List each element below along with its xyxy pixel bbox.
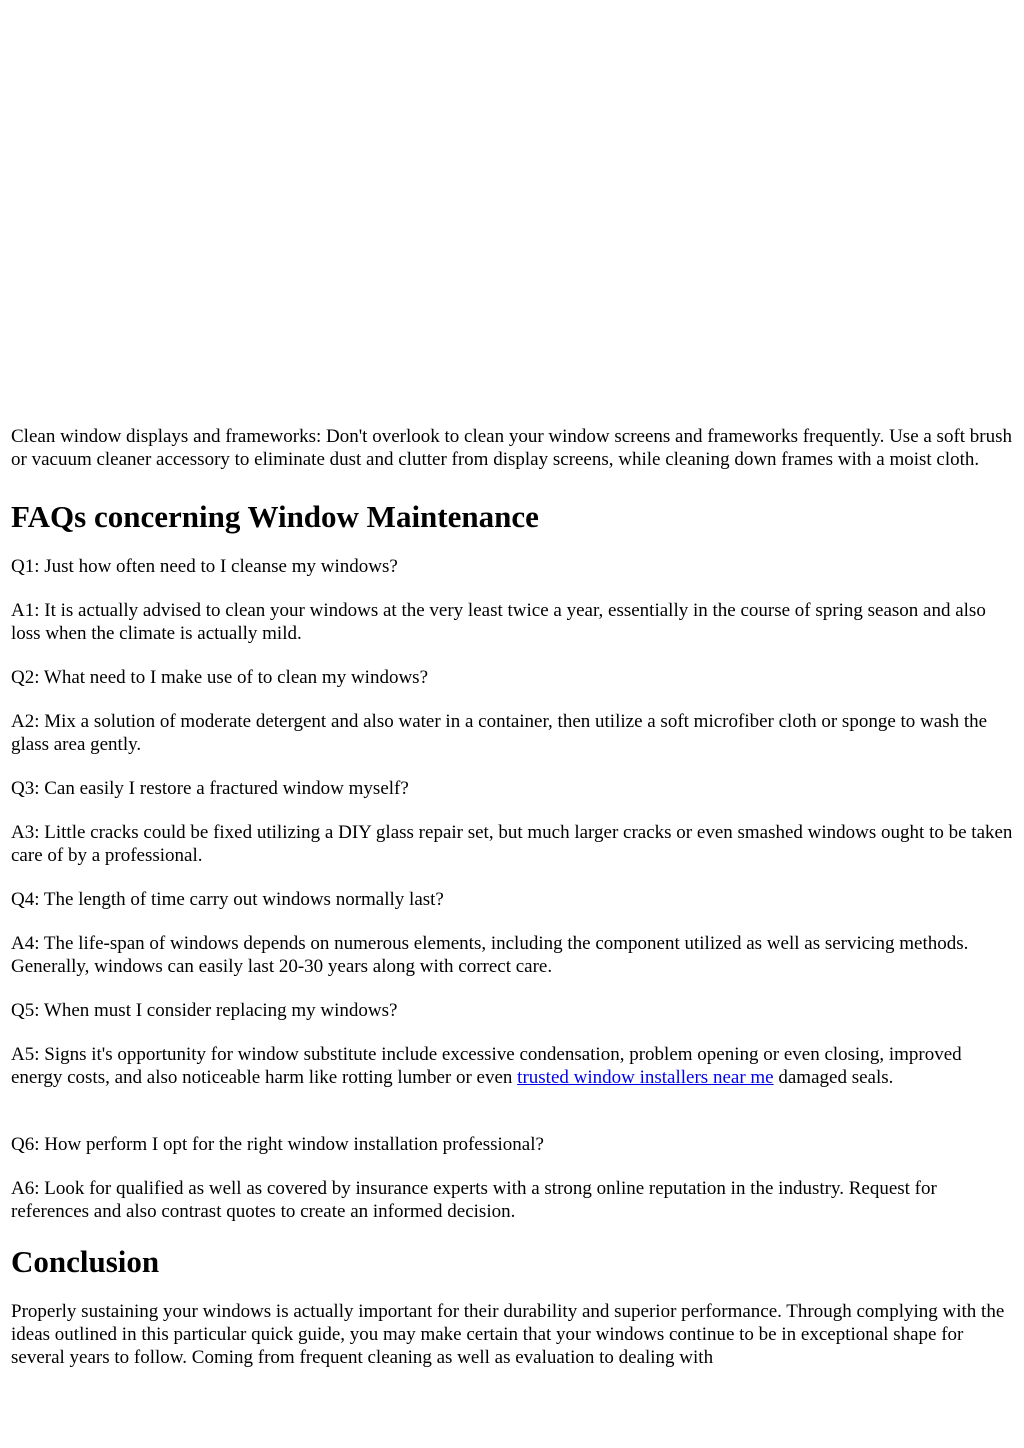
faq-answer-3: A3: Little cracks could be fixed utilizing a DIY glass repair set, but much larger cracks or even smashed windows ought to be taken care of by a professional. xyxy=(11,822,1013,866)
intro-paragraph: Clean window displays and frameworks: Don't overlook to clean your window screens and frameworks frequently. Use a soft brush or vacuum cleaner accessory to eliminate dust and clutter from display screens, while cleaning down frames with a moist cloth. xyxy=(11,426,1013,470)
conclusion-paragraph: Properly sustaining your windows is actually important for their durability and superior performance. Through complying with the ideas outlined in this particular quick guide, you may make certain that your windows continue to be in exceptional shape for several years to follow. Coming from frequent cleaning as well as evaluation to dealing with xyxy=(11,1301,1005,1368)
article-content xyxy=(11,425,1014,1369)
faq-question-6: Q6: How perform I opt for the right window installation professional? xyxy=(11,1134,544,1155)
faq-answer-5 xyxy=(11,1043,1014,1089)
faq-answer-5-text-end: damaged seals. xyxy=(773,1067,894,1088)
faq-answer-6: A6: Look for qualified as well as covered by insurance experts with a strong online reputation in the industry. Request for references and also contrast quotes to create an informed decision. xyxy=(11,1178,937,1222)
faq-answer-2: A2: Mix a solution of moderate detergent and also water in a container, then utilize a soft microfiber cloth or sponge to wash the glass area gently. xyxy=(11,711,988,755)
faq-answer-5-text-start: A5: Signs it's opportunity for window substitute include excessive condensation, problem opening or even closing, improved energy costs, and also noticeable harm like rotting lumber or even xyxy=(11,1044,962,1088)
faq-answer-4: A4: The life-span of windows depends on numerous elements, including the component utilized as well as servicing methods. Generally, windows can easily last 20-30 years along with correct care. xyxy=(11,933,969,977)
conclusion-heading: Conclusion xyxy=(11,1244,160,1279)
window-installers-link[interactable]: trusted window installers near me xyxy=(517,1067,774,1088)
faq-heading: FAQs concerning Window Maintenance xyxy=(11,499,539,534)
faq-question-4: Q4: The length of time carry out windows normally last? xyxy=(11,889,444,910)
faq-answer-1: A1: It is actually advised to clean your windows at the very least twice a year, essentially in the course of spring season and also loss when the climate is actually mild. xyxy=(11,600,986,644)
faq-question-1: Q1: Just how often need to I cleanse my windows? xyxy=(11,556,398,577)
faq-question-5: Q5: When must I consider replacing my windows? xyxy=(11,1000,398,1021)
faq-question-3: Q3: Can easily I restore a fractured window myself? xyxy=(11,778,409,799)
faq-question-2: Q2: What need to I make use of to clean my windows? xyxy=(11,667,429,688)
